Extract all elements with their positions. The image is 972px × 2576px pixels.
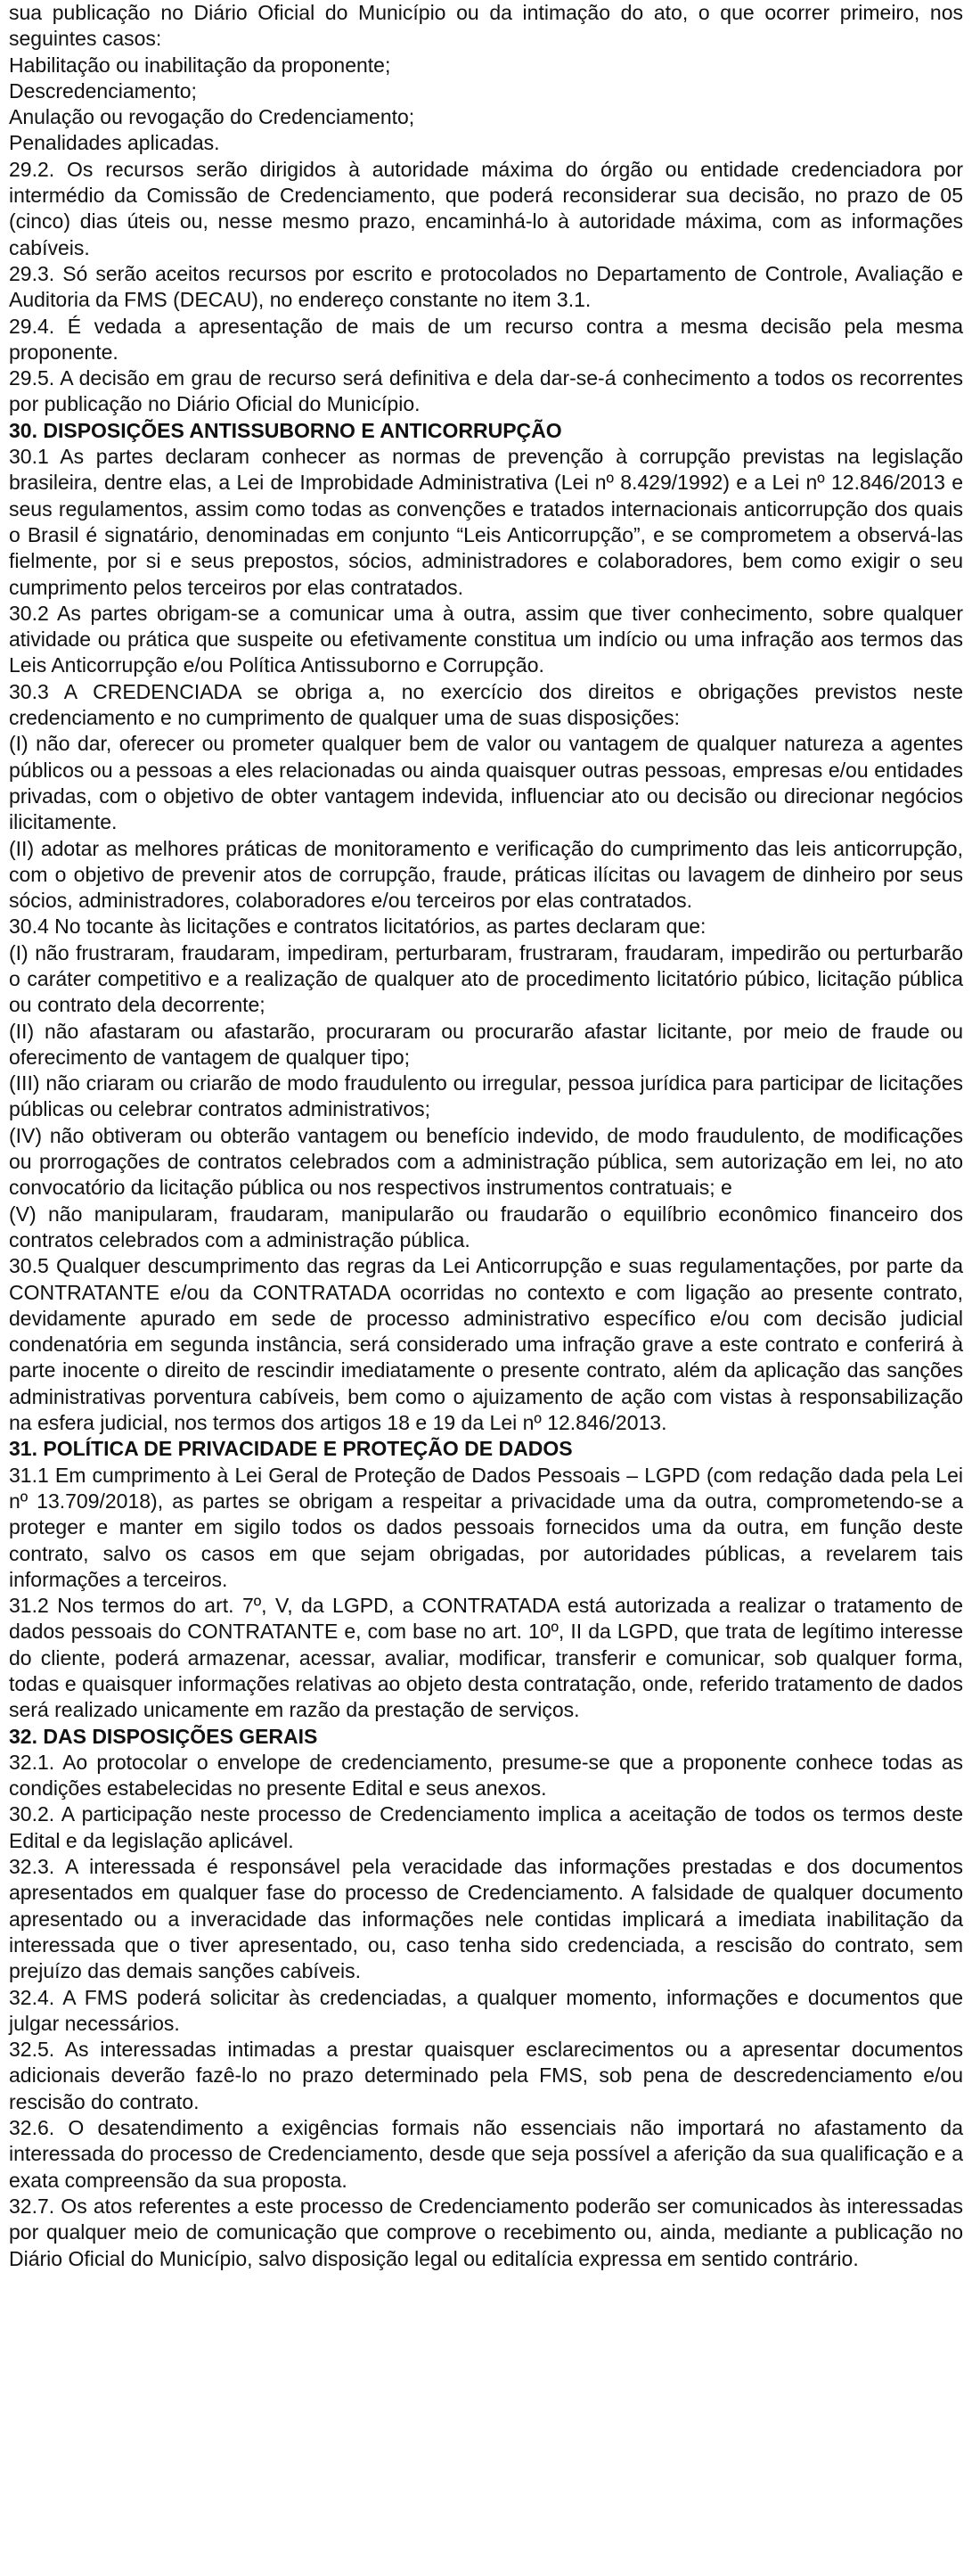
paragraph: 29.3. Só serão aceitos recursos por escrito e protocolados no Departamento de Controle, Avaliação e Auditoria da FMS (DECAU), no endereço constante no item 3.1.: [9, 261, 963, 312]
paragraph: 32.5. As interessadas intimadas a prestar quaisquer esclarecimentos ou a apresentar documentos adicionais deverão fazê-lo no prazo determinado pela FMS, sob pena de descredenciamento e/ou rescisão do contrato.: [9, 2038, 963, 2113]
paragraph: (V) não manipularam, fraudaram, manipularão ou fraudarão o equilíbrio econômico financeiro dos contratos celebrados com a administração pública.: [9, 1202, 963, 1251]
paragraph: 29.5. A decisão em grau de recurso será definitiva e dela dar-se-á conhecimento a todos os recorrentes por publicação no Diário Oficial do Município.: [9, 366, 963, 416]
paragraph: 30.1 As partes declaram conhecer as normas de prevenção à corrupção previstas na legislação brasileira, dentre elas, a Lei de Improbidade Administrativa (Lei nº 8.429/1992) e a Lei nº 12.846/2013 e seus regulamentos, assim como todas as convenções e tratados internacionais anticorrupção dos quais o Brasil é signatário, denominadas em conjunto “Leis Anticorrupção”, e se comprometem a observá-las fielmente, por si e seus prepostos, sócios, administradores e colaboradores, bem como exigir o seu cumprimento pelos terceiros por elas contratados.: [9, 445, 963, 599]
paragraph: (III) não criaram ou criarão de modo fraudulento ou irregular, pessoa jurídica para participar de licitações públicas ou celebrar contratos administrativos;: [9, 1071, 963, 1121]
section-heading: 30. DISPOSIÇÕES ANTISSUBORNO E ANTICORRUPÇÃO: [9, 418, 562, 442]
paragraph: 29.2. Os recursos serão dirigidos à autoridade máxima do órgão ou entidade credenciadora por intermédio da Comissão de Credenciamento, que poderá reconsiderar sua decisão, no prazo de 05 (cinco) dias úteis ou, nesse mesmo prazo, encaminhá-lo à autoridade máxima, com as informações cabíveis.: [9, 157, 963, 259]
paragraph: (II) não afastaram ou afastarão, procuraram ou procurarão afastar licitante, por meio de fraude ou oferecimento de vantagem de qualquer tipo;: [9, 1019, 963, 1069]
paragraph: 31.1 Em cumprimento à Lei Geral de Proteção de Dados Pessoais – LGPD (com redação dada pela Lei nº 13.709/2018), as partes se obrigam a respeitar a privacidade uma da outra, comprometendo-se a proteger e manter em sigilo todos os dados pessoais fornecidos uma da outra, em função deste contrato, salvo os casos em que sejam obrigadas, por autoridades públicas, a revelarem tais informações a terceiros.: [9, 1463, 963, 1591]
paragraph: 30.2. A participação neste processo de Credenciamento implica a aceitação de todos os termos deste Edital e da legislação aplicável.: [9, 1802, 963, 1852]
section-heading: 32. DAS DISPOSIÇÕES GERAIS: [9, 1724, 318, 1748]
paragraph: (IV) não obtiveram ou obterão vantagem ou benefício indevido, de modo fraudulento, de modificações ou prorrogações de contratos celebrados com a administração pública, sem autorização em lei, no ato convocatório da licitação pública ou nos respectivos instrumentos contratuais; e: [9, 1123, 963, 1200]
paragraph: 32.6. O desatendimento a exigências formais não essenciais não importará no afastamento da interessada do processo de Credenciamento, desde que seja possível a aferição da sua qualificação e a exata compreensão da sua proposta.: [9, 2116, 963, 2192]
paragraph: 32.1. Ao protocolar o envelope de credenciamento, presume-se que a proponente conhece todas as condições estabelecidas no presente Edital e seus anexos.: [9, 1750, 963, 1801]
section-heading: 31. POLÍTICA DE PRIVACIDADE E PROTEÇÃO DE DADOS: [9, 1437, 573, 1461]
paragraph: (I) não dar, oferecer ou prometer qualquer bem de valor ou vantagem de qualquer natureza a agentes públicos ou a pessoas a eles relacionadas ou ainda quaisquer outras pessoas, empresas e/ou entidades privadas, com o objetivo de obter vantagem indevida, influenciar ato ou decisão ou direcionar negócios ilicitamente.: [9, 732, 963, 834]
paragraph: Descredenciamento;: [9, 78, 197, 103]
paragraph: 32.7. Os atos referentes a este processo de Credenciamento poderão ser comunicados às interessadas por qualquer meio de comunicação que comprove o recebimento ou, ainda, mediante a publicação no Diário Oficial do Município, salvo disposição legal ou editalícia expressa em sentido contrário.: [9, 2194, 963, 2270]
paragraph: 31.2 Nos termos do art. 7º, V, da LGPD, a CONTRATADA está autorizada a realizar o tratamento de dados pessoais do CONTRATANTE e, com base no art. 10º, II da LGPD, que trata de legítimo interesse do cliente, poderá armazenar, acessar, avaliar, modificar, transferir e comunicar, sob qualquer forma, todas e quaisquer informações relativas ao objeto desta contratação, onde, referido tratamento de dados será realizado unicamente em razão da prestação de serviços.: [9, 1594, 963, 1722]
paragraph: 30.3 A CREDENCIADA se obriga a, no exercício dos direitos e obrigações previstos neste credenciamento e no cumprimento de qualquer uma de suas disposições:: [9, 679, 963, 730]
paragraph: 30.4 No tocante às licitações e contratos licitatórios, as partes declaram que:: [9, 915, 707, 939]
paragraph: 32.4. A FMS poderá solicitar às credenciadas, a qualquer momento, informações e documentos que julgar necessários.: [9, 1985, 963, 2035]
paragraph: (II) adotar as melhores práticas de monitoramento e verificação do cumprimento das leis anticorrupção, com o objetivo de prevenir atos de corrupção, fraude, práticas ilícitas ou lavagem de dinheiro por seus sócios, administradores, colaboradores e/ou terceiros por elas contratados.: [9, 836, 963, 913]
paragraph: 29.4. É vedada a apresentação de mais de um recurso contra a mesma decisão pela mesma proponente.: [9, 314, 963, 364]
paragraph: Penalidades aplicadas.: [9, 131, 220, 155]
paragraph: Anulação ou revogação do Credenciamento;: [9, 105, 415, 129]
paragraph: Habilitação ou inabilitação da proponente;: [9, 53, 391, 77]
paragraph: 32.3. A interessada é responsável pela veracidade das informações prestadas e dos documentos apresentados em qualquer fase do processo de Credenciamento. A falsidade de qualquer documento apresentado ou a inveracidade das informações nele contidas implicará a imediata inabilitação da interessada que o tiver apresentado, ou, caso tenha sido credenciada, a rescisão do contrato, sem prejuízo das demais sanções cabíveis.: [9, 1855, 963, 1983]
paragraph: (I) não frustraram, fraudaram, impediram, perturbaram, frustraram, fraudaram, impedirão ou perturbarão o caráter competitivo e a realização de qualquer ato de procedimento licitatório púbico, licitação pública ou contrato dela decorrente;: [9, 940, 963, 1017]
paragraph: sua publicação no Diário Oficial do Município ou da intimação do ato, o que ocorrer primeiro, nos seguintes casos:: [9, 1, 963, 51]
paragraph: 30.5 Qualquer descumprimento das regras da Lei Anticorrupção e suas regulamentações, por parte da CONTRATANTE e/ou da CONTRATADA ocorridas no contexto e com ligação ao presente contrato, devidamente apurado em sede de processo administrativo específico e/ou com decisão judicial condenatória em segunda instância, será considerado uma infração grave a este contrato e conferirá à parte inocente o direito de rescindir imediatamente o presente contrato, além da aplicação das sanções administrativas porventura cabíveis, bem como o ajuizamento de ação com vistas à responsabilização na esfera judicial, nos termos dos artigos 18 e 19 da Lei nº 12.846/2013.: [9, 1254, 963, 1435]
paragraph: 30.2 As partes obrigam-se a comunicar uma à outra, assim que tiver conhecimento, sobre qualquer atividade ou prática que suspeite ou efetivamente constitua um indício ou uma infração aos termos das Leis Anticorrupção e/ou Política Antissuborno e Corrupção.: [9, 601, 963, 677]
